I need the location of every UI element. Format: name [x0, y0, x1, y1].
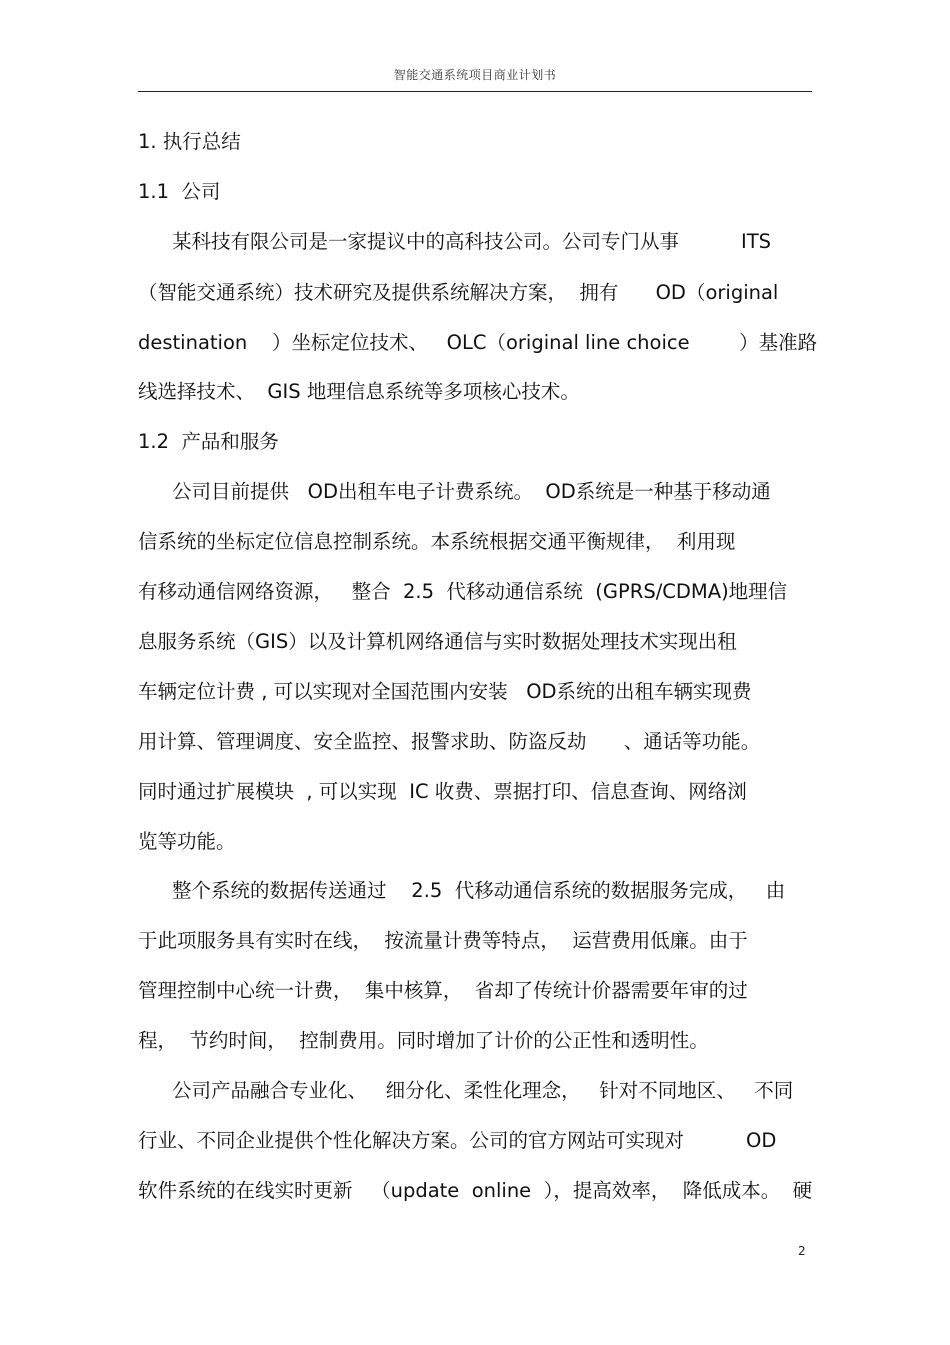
- paragraph-line: 信系统的坐标定位信息控制系统。本系统根据交通平衡规律， 利用现: [138, 530, 736, 553]
- paragraph-line: 公司目前提供 OD出租车电子计费系统。 OD系统是一种基于移动通: [172, 480, 771, 503]
- paragraph-line: 行业、不同企业提供个性化解决方案。公司的官方网站可实现对 OD: [138, 1129, 777, 1152]
- running-header: 智能交通系统项目商业计划书: [393, 68, 557, 82]
- page-number: 2: [798, 1244, 806, 1258]
- paragraph-line: 车辆定位计费 , 可以实现对全国范围内安装 OD系统的出租车辆实现费: [138, 680, 752, 703]
- paragraph-line: 息服务系统（GIS）以及计算机网络通信与实时数据处理技术实现出租: [138, 630, 737, 653]
- paragraph-line: 公司产品融合专业化、 细分化、柔性化理念， 针对不同地区、 不同: [172, 1079, 794, 1102]
- paragraph-line: 有移动通信网络资源， 整合 2.5 代移动通信系统 (GPRS/CDMA)地理信: [138, 580, 788, 603]
- paragraph-line: destination ）坐标定位技术、 OLC（original line choice ）基准路: [138, 331, 818, 354]
- subsection-heading: 1.2 产品和服务: [138, 430, 279, 453]
- header-rule: [138, 91, 812, 92]
- paragraph-line: 览等功能。: [138, 830, 236, 853]
- paragraph-line: 程， 节约时间， 控制费用。同时增加了计价的公正性和透明性。: [138, 1029, 709, 1052]
- subsection-heading: 1.1 公司: [138, 180, 221, 203]
- paragraph-line: 软件系统的在线实时更新 （update online ），提高效率， 降低成本。 硬: [138, 1179, 813, 1202]
- paragraph-line: （智能交通系统）技术研究及提供系统解决方案， 拥有 OD（original: [138, 281, 779, 304]
- section-heading: 1. 执行总结: [138, 130, 241, 153]
- paragraph-line: 同时通过扩展模块 , 可以实现 IC 收费、票据打印、信息查询、网络浏: [138, 780, 747, 803]
- paragraph-line: 用计算、管理调度、安全监控、报警求助、防盗反劫 、通话等功能。: [138, 730, 761, 753]
- paragraph-line: 于此项服务具有实时在线， 按流量计费等特点， 运营费用低廉。由于: [138, 929, 748, 952]
- paragraph-line: 某科技有限公司是一家提议中的高科技公司。公司专门从事 ITS: [172, 230, 772, 253]
- paragraph-line: 整个系统的数据传送通过 2.5 代移动通信系统的数据服务完成， 由: [172, 879, 786, 902]
- paragraph-line: 线选择技术、 GIS 地理信息系统等多项核心技术。: [138, 380, 580, 403]
- paragraph-line: 管理控制中心统一计费， 集中核算， 省却了传统计价器需要年审的过: [138, 979, 748, 1002]
